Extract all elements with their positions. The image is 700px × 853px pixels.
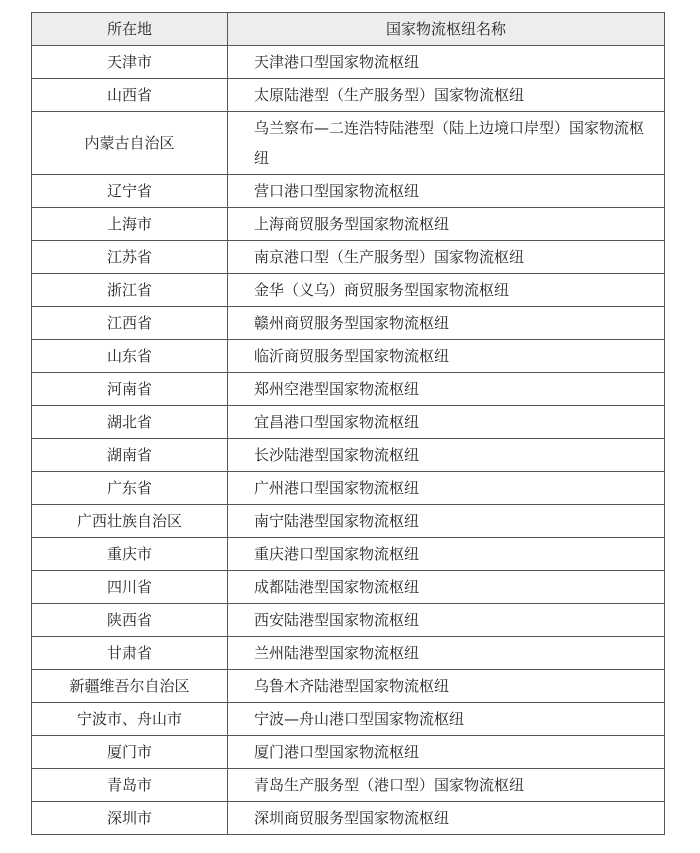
table-row bbox=[32, 241, 665, 274]
hub-name-cell: 广州港口型国家物流枢纽 bbox=[228, 472, 665, 505]
location-cell: 新疆维吾尔自治区 bbox=[32, 670, 228, 703]
hub-name-cell: 乌鲁木齐陆港型国家物流枢纽 bbox=[228, 670, 665, 703]
table-row bbox=[32, 46, 665, 79]
table-row bbox=[32, 538, 665, 571]
hub-name-cell: 重庆港口型国家物流枢纽 bbox=[228, 538, 665, 571]
location-cell: 内蒙古自治区 bbox=[32, 112, 228, 175]
table-row bbox=[32, 736, 665, 769]
location-cell: 深圳市 bbox=[32, 802, 228, 835]
hub-name-cell: 兰州陆港型国家物流枢纽 bbox=[228, 637, 665, 670]
hub-name-cell: 临沂商贸服务型国家物流枢纽 bbox=[228, 340, 665, 373]
table-row bbox=[32, 406, 665, 439]
location-cell: 江西省 bbox=[32, 307, 228, 340]
hub-name-cell: 上海商贸服务型国家物流枢纽 bbox=[228, 208, 665, 241]
location-cell: 河南省 bbox=[32, 373, 228, 406]
table-row bbox=[32, 505, 665, 538]
table-row bbox=[32, 340, 665, 373]
location-cell: 天津市 bbox=[32, 46, 228, 79]
table-row bbox=[32, 373, 665, 406]
hub-name-cell: 金华（义乌）商贸服务型国家物流枢纽 bbox=[228, 274, 665, 307]
location-cell: 陕西省 bbox=[32, 604, 228, 637]
table-row bbox=[32, 604, 665, 637]
hub-name-cell: 西安陆港型国家物流枢纽 bbox=[228, 604, 665, 637]
table-row bbox=[32, 571, 665, 604]
table-row bbox=[32, 307, 665, 340]
hub-name-cell: 青岛生产服务型（港口型）国家物流枢纽 bbox=[228, 769, 665, 802]
table-row bbox=[32, 670, 665, 703]
hub-name-cell: 赣州商贸服务型国家物流枢纽 bbox=[228, 307, 665, 340]
location-cell: 宁波市、舟山市 bbox=[32, 703, 228, 736]
hub-name-cell: 太原陆港型（生产服务型）国家物流枢纽 bbox=[228, 79, 665, 112]
table-row bbox=[32, 472, 665, 505]
location-cell: 山东省 bbox=[32, 340, 228, 373]
location-cell: 江苏省 bbox=[32, 241, 228, 274]
table-row bbox=[32, 112, 665, 175]
table-row bbox=[32, 637, 665, 670]
location-cell: 青岛市 bbox=[32, 769, 228, 802]
location-cell: 上海市 bbox=[32, 208, 228, 241]
location-cell: 四川省 bbox=[32, 571, 228, 604]
table-row bbox=[32, 175, 665, 208]
hub-name-cell: 宜昌港口型国家物流枢纽 bbox=[228, 406, 665, 439]
hub-name-cell: 郑州空港型国家物流枢纽 bbox=[228, 373, 665, 406]
location-cell: 浙江省 bbox=[32, 274, 228, 307]
hub-name-cell: 营口港口型国家物流枢纽 bbox=[228, 175, 665, 208]
hub-name-cell: 深圳商贸服务型国家物流枢纽 bbox=[228, 802, 665, 835]
header-location: 所在地 bbox=[32, 13, 228, 46]
location-cell: 山西省 bbox=[32, 79, 228, 112]
location-cell: 甘肃省 bbox=[32, 637, 228, 670]
table-row bbox=[32, 208, 665, 241]
table-row bbox=[32, 439, 665, 472]
location-cell: 辽宁省 bbox=[32, 175, 228, 208]
location-cell: 厦门市 bbox=[32, 736, 228, 769]
table-row bbox=[32, 274, 665, 307]
location-cell: 广西壮族自治区 bbox=[32, 505, 228, 538]
table-row bbox=[32, 769, 665, 802]
table-header-row bbox=[32, 13, 665, 46]
hub-name-cell: 南宁陆港型国家物流枢纽 bbox=[228, 505, 665, 538]
location-cell: 湖南省 bbox=[32, 439, 228, 472]
hub-name-cell: 宁波—舟山港口型国家物流枢纽 bbox=[228, 703, 665, 736]
logistics-hub-table bbox=[31, 12, 665, 835]
location-cell: 湖北省 bbox=[32, 406, 228, 439]
hub-name-cell: 乌兰察布—二连浩特陆港型（陆上边境口岸型）国家物流枢纽 bbox=[228, 112, 665, 175]
hub-name-cell: 南京港口型（生产服务型）国家物流枢纽 bbox=[228, 241, 665, 274]
hub-name-cell: 成都陆港型国家物流枢纽 bbox=[228, 571, 665, 604]
location-cell: 广东省 bbox=[32, 472, 228, 505]
hub-name-cell: 厦门港口型国家物流枢纽 bbox=[228, 736, 665, 769]
table-row bbox=[32, 703, 665, 736]
location-cell: 重庆市 bbox=[32, 538, 228, 571]
hub-name-cell: 天津港口型国家物流枢纽 bbox=[228, 46, 665, 79]
table-row bbox=[32, 802, 665, 835]
hub-name-cell: 长沙陆港型国家物流枢纽 bbox=[228, 439, 665, 472]
table-row bbox=[32, 79, 665, 112]
header-hub-name: 国家物流枢纽名称 bbox=[228, 13, 665, 46]
